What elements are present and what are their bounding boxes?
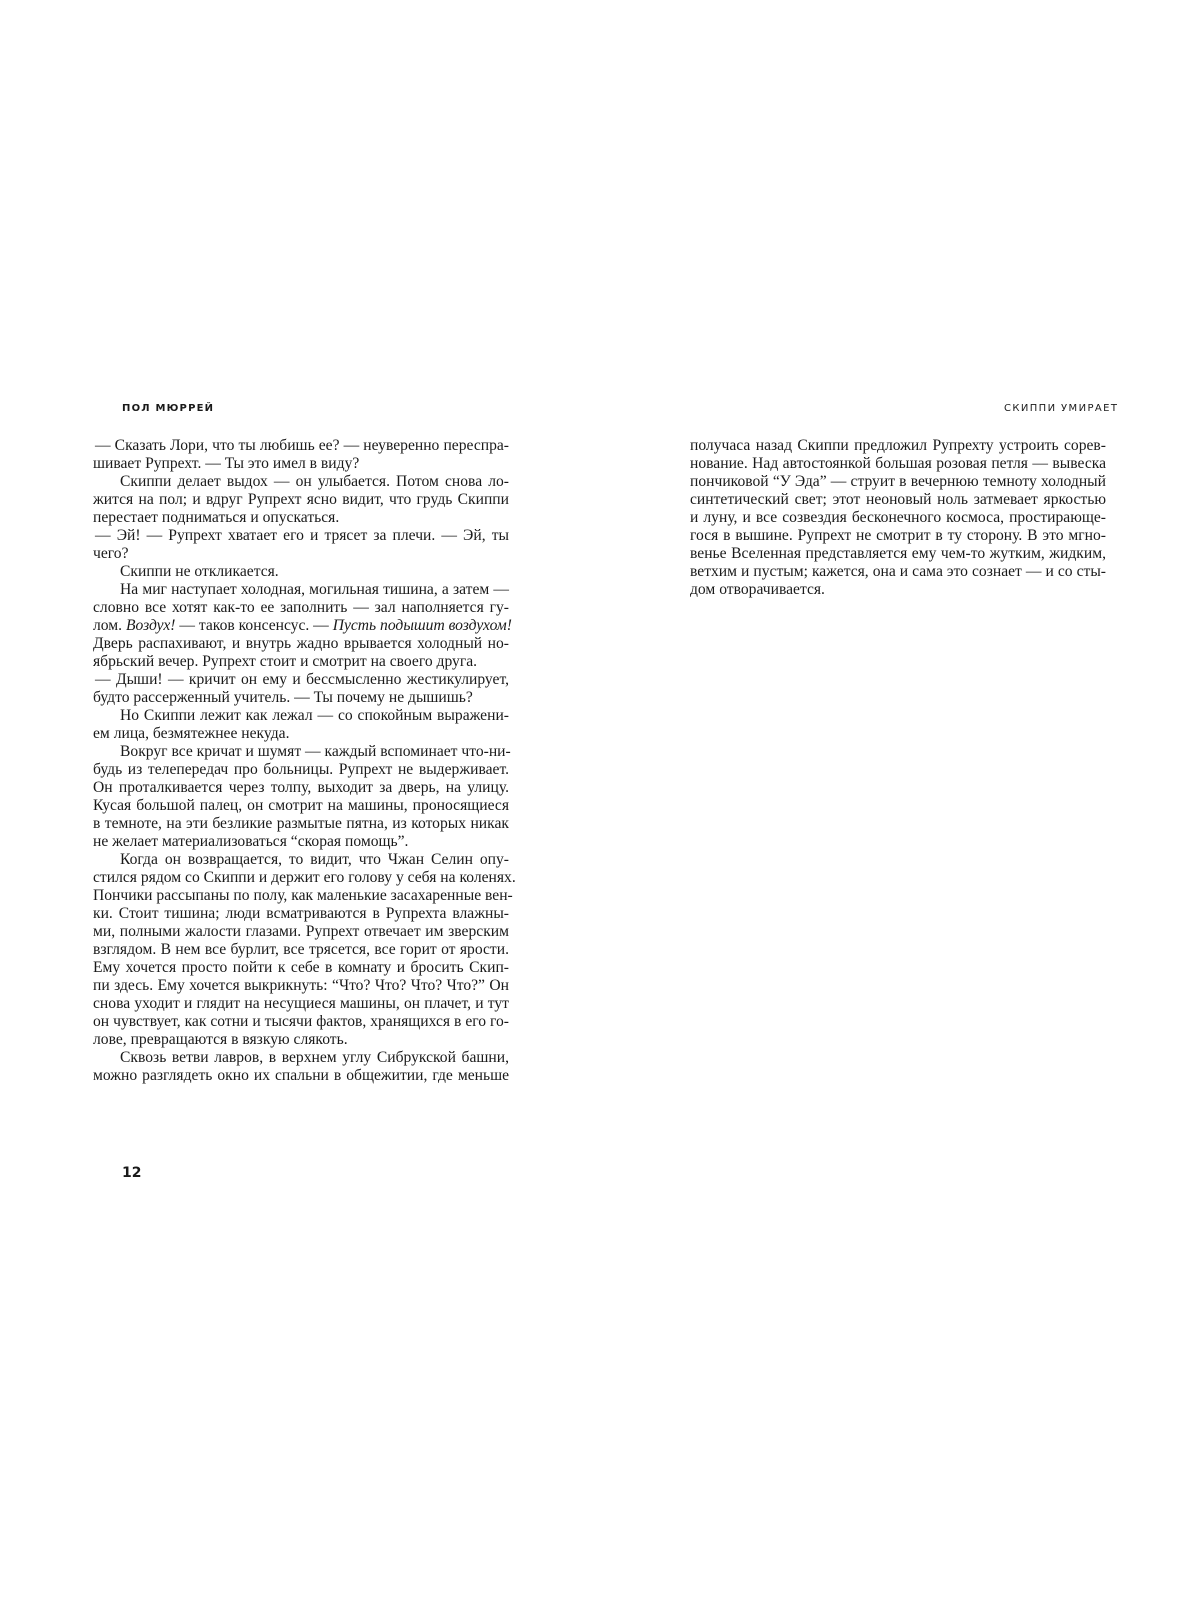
text-line: лове, превращаются в вязкую слякоть.: [93, 1031, 348, 1048]
text-line: получаса назад Скиппи предложил Рупрехту устроить сорев-: [690, 437, 1106, 454]
text-line: снова уходит и глядит на несущиеся машины, он плачет, и тут: [93, 995, 509, 1012]
text-line: Он проталкивается через толпу, выходит за дверь, на улицу.: [93, 779, 509, 796]
text-line: и луну, и все созвездия бесконечного космоса, простирающе-: [690, 509, 1106, 526]
text-line: Ему хочется просто пойти к себе в комнату и бросить Скип-: [93, 959, 509, 976]
page-number: 12: [122, 1165, 142, 1181]
text-line: — Сказать Лори, что ты любишь ее? — неуверенно переспра-: [95, 437, 509, 454]
text-line: дом отворачивается.: [690, 581, 825, 598]
text-line: Скиппи делает выдох — он улыбается. Потом снова ло-: [120, 473, 509, 490]
text-line: пончиковой “У Эда” — струит в вечернюю темноту холодный: [690, 473, 1106, 490]
text-line: будто рассерженный учитель. — Ты почему не дышишь?: [93, 689, 473, 706]
running-head-author: ПОЛ МЮРРЕЙ: [122, 403, 215, 414]
text-segment: лом.: [93, 617, 123, 634]
text-line: ем лица, безмятежнее некуда.: [93, 725, 290, 742]
text-line: чего?: [93, 545, 129, 562]
text-line: Сквозь ветви лавров, в верхнем углу Сибрукской башни,: [120, 1049, 509, 1066]
text-line: не желает материализоваться “скорая помощь”.: [93, 833, 409, 850]
text-line: ветхим и пустым; кажется, она и сама это сознает — и со сты-: [690, 563, 1106, 580]
text-line: Когда он возвращается, то видит, что Чжан Селин опу-: [120, 851, 509, 868]
running-head-title: СКИППИ УМИРАЕТ: [1004, 403, 1119, 414]
text-line: Вокруг все кричат и шумят — каждый вспоминает что-ни-: [120, 743, 511, 760]
text-line: венье Вселенная представляется ему чем-то жутким, жидким,: [690, 545, 1106, 562]
text-line: — Эй! — Рупрехт хватает его и трясет за плечи. — Эй, ты: [95, 527, 509, 544]
right-page-text: [690, 437, 1106, 599]
text-line: взглядом. В нем все бурлит, все трясется, все горит от ярости.: [93, 941, 509, 958]
text-line: жится на пол; и вдруг Рупрехт ясно видит, что грудь Скиппи: [93, 491, 509, 508]
text-line: словно все хотят как-то ее заполнить — зал наполняется гу-: [93, 599, 509, 616]
text-line: шивает Рупрехт. — Ты это имел в виду?: [93, 455, 360, 472]
text-line: ябрьский вечер. Рупрехт стоит и смотрит на своего друга.: [93, 653, 478, 670]
text-line: синтетический свет; этот неоновый ноль затмевает яркостью: [690, 491, 1106, 508]
left-page-text: [93, 437, 516, 1085]
text-line: перестает подниматься и опускаться.: [93, 509, 340, 526]
text-line: он чувствует, как сотни и тысячи фактов, хранящихся в его го-: [93, 1013, 509, 1030]
text-line: пи здесь. Ему хочется выкрикнуть: “Что? Что? Что? Что?” Он: [93, 977, 509, 994]
text-line: На миг наступает холодная, могильная тишина, а затем —: [120, 581, 509, 598]
text-line-mixed: [93, 617, 512, 635]
text-line: Кусая большой палец, он смотрит на машины, проносящиеся: [93, 797, 509, 814]
text-line: Пончики рассыпаны по полу, как маленькие засахаренные вен-: [93, 887, 513, 904]
text-line: ки. Стоит тишина; люди всматриваются в Рупрехта влажны-: [93, 905, 509, 922]
italic-segment: Пусть подышит воздухом!: [332, 617, 512, 634]
text-line: Скиппи не откликается.: [120, 563, 279, 580]
text-line: в темноте, на эти безликие размытые пятна, из которых никак: [93, 815, 509, 832]
text-line: будь из телепередач про больницы. Рупрехт не выдерживает.: [93, 761, 509, 778]
text-segment: — таков консенсус. —: [179, 617, 329, 634]
text-line: стился рядом со Скиппи и держит его голову у себя на коленях.: [93, 869, 516, 886]
text-line: нование. Над автостоянкой большая розовая петля — вывеска: [690, 455, 1106, 472]
text-line: ми, полными жалости глазами. Рупрехт отвечает им зверским: [93, 923, 509, 940]
text-line: — Дыши! — кричит он ему и бессмысленно жестикулирует,: [95, 671, 509, 688]
text-line: Но Скиппи лежит как лежал — со спокойным выражени-: [120, 707, 509, 724]
italic-segment: Воздух!: [125, 617, 176, 634]
text-line: Дверь распахивают, и внутрь жадно врывается холодный но-: [93, 635, 509, 652]
text-line: гося в вышине. Рупрехт не смотрит в ту сторону. В это мгно-: [690, 527, 1106, 544]
text-line: можно разглядеть окно их спальни в общежитии, где меньше: [93, 1067, 509, 1084]
